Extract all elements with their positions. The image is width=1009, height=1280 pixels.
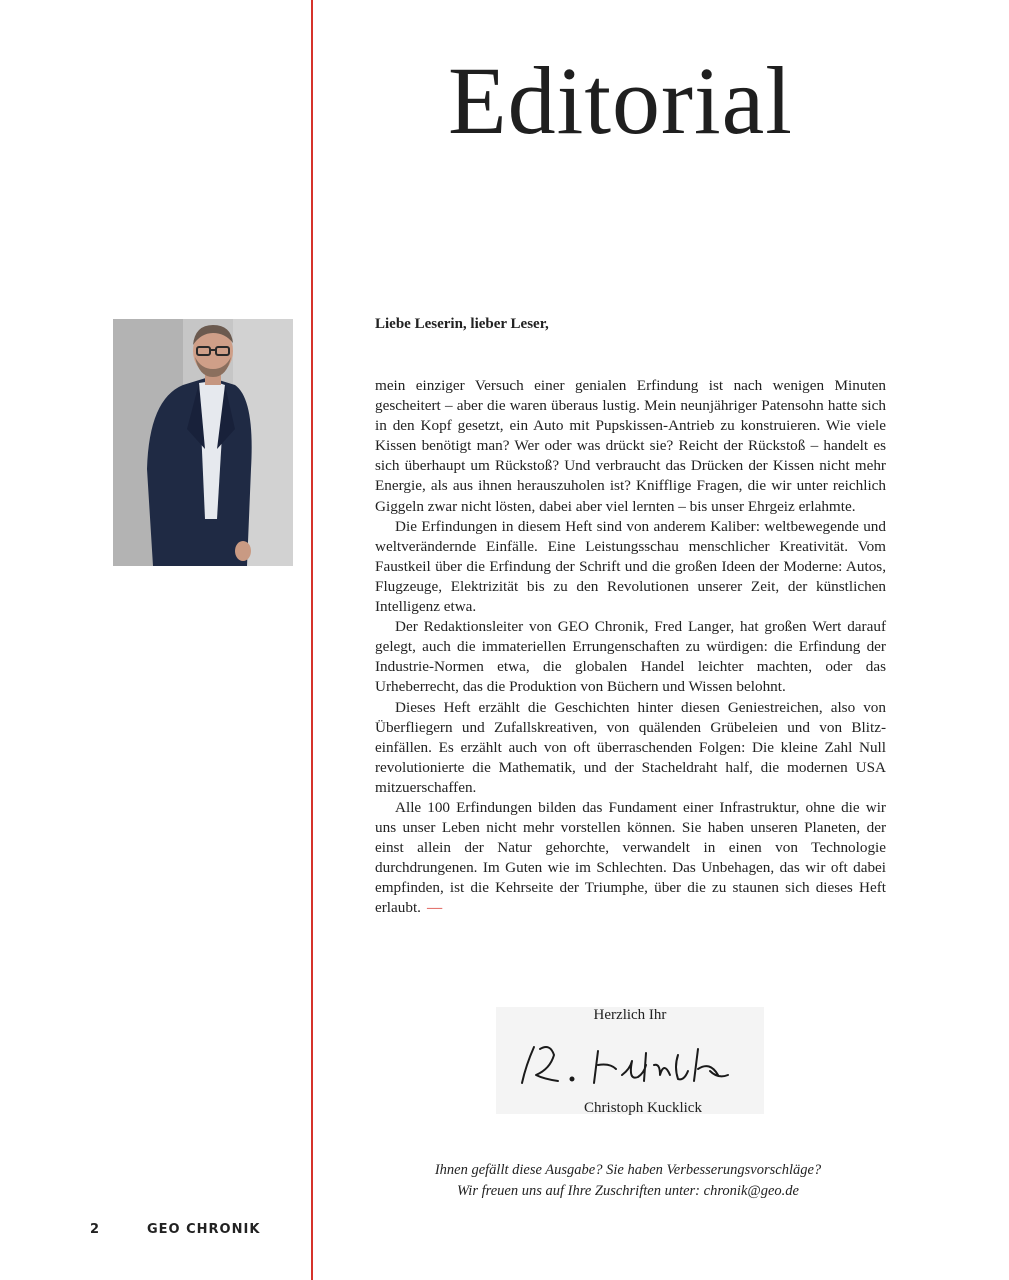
magazine-name: GEO CHRONIK [147,1222,261,1237]
editorial-body [375,376,886,919]
vertical-red-rule [311,0,313,1280]
signoff-block [496,1007,764,1114]
paragraph-last [375,798,886,919]
end-mark: — [426,899,443,917]
greeting: Herzlich Ihr [593,1007,667,1023]
salutation: Liebe Leserin, lieber Leser, [375,316,549,332]
feedback-note [400,1160,856,1202]
handwritten-signature [514,1035,754,1095]
feedback-line: Wir freuen uns auf Ihre Zuschriften unter: chronik@geo.de [457,1183,799,1199]
paragraph: mein einziger Versuch einer genialen Erfindung ist nach wenigen Minuten gescheitert – aber die waren überaus lustig. Mein neunjähriger Patensohn hatte sich in den Kopf gesetzt, ein Auto mit Pupskissen-Antrieb zu konstruieren. Wie viele Kissen benötigt man? Wer oder was drückt sie? Reicht der Rückstoß – handelt es sich überhaupt um Rückstoß? Und verbraucht das Drücken der Kissen nicht mehr Energie, als aus ihnen herauszuholen ist? Knifflige Fragen, die wir unter reichlich Giggeln zwar nicht lösten, dabei aber viel lernten – bis unser Ehrgeiz erlahmte. [375,377,886,515]
paragraph-last-text: Alle 100 Erfindungen bilden das Fundament einer Infrastruktur, ohne die wir uns unser Leben nicht mehr vorstellen können. Sie haben unseren Planeten, der einst allein der Natur gehorchte, verwandelt in einen von Technologie durchdrungenen. Im Guten wie im Schlechten. Das Unbehagen, das wir oft dabei empfinden, ist die Kehrseite der Triumphe, über die zu staunen sich dieses Heft erlaubt. [375,798,886,917]
feedback-line: Ihnen gefällt diese Ausgabe? Sie haben Verbesserungsvorschläge? [434,1162,822,1178]
signature-name: Christoph Kucklick [584,1100,702,1116]
author-portrait-illustration [113,319,293,566]
author-portrait [113,319,293,566]
paragraph: Der Redaktionsleiter von GEO Chronik, Fred Langer, hat großen Wert darauf gelegt, auch die immateriellen Errungenschaften zu würdigen: die Erfindung der Industrie-Normen etwa, die globalen Handel leichter machten, oder das Urheberrecht, das die Produktion von Büchern und Wissen belohnt. [375,618,886,696]
page-number: 2 [90,1222,100,1237]
paragraph: Die Erfindungen in diesem Heft sind von anderem Kaliber: weltbewegende und weltverändernde Einfälle. Eine Leistungsschau menschlicher Kreativität. Vom Faustkeil über die Erfindung der Schrift und die großen Ideen der Moderne: Autos, Flugzeuge, Elektrizität bis zu den Revolutionen unserer Zeit, der künstlichen Intelligenz etwa. [375,517,886,616]
page-title: Editorial [448,47,793,154]
paragraph: Dieses Heft erzählt die Geschichten hinter diesen Geniestreichen, also von Überfliegern und Zufallskreativen, von quälenden Grübeleien und von Blitzeinfällen. Es erzählt auch von oft überraschenden Folgen: Die kleine Zahl Null revolutionierte die Mathematik, und der Stacheldraht half, die modernen USA mitzuerschaffen. [375,698,886,796]
